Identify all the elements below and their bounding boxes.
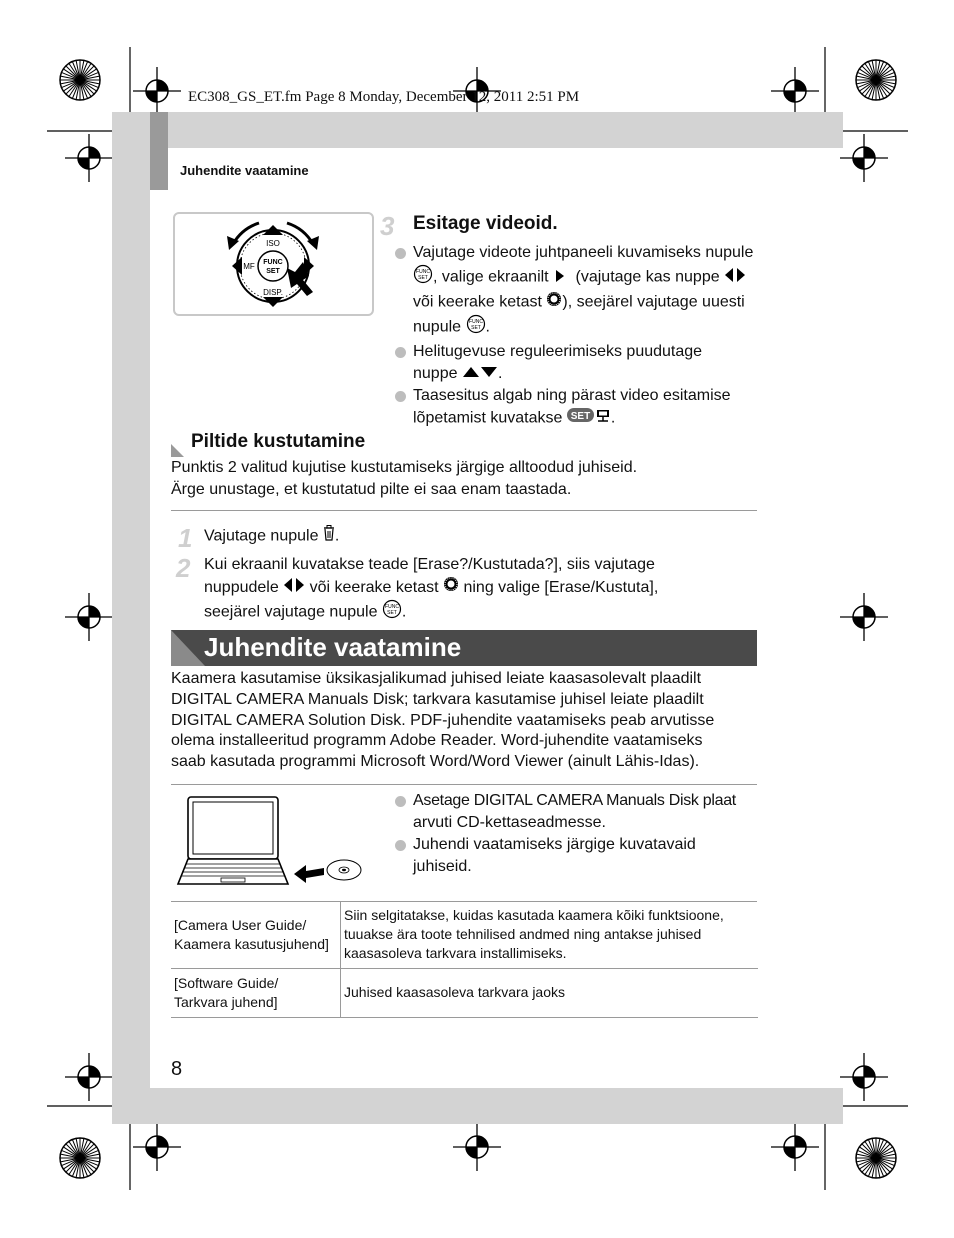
top-band bbox=[112, 112, 843, 148]
dial-label-top: ISO bbox=[266, 239, 280, 248]
section-banner bbox=[171, 630, 757, 666]
movie-play-icon bbox=[595, 407, 611, 430]
disc-bullet-2: Juhendi vaatamiseks järgige kuvatavaid juhiseid. bbox=[395, 834, 765, 878]
guide-description: Juhised kaasasoleva tarkvara jaoks bbox=[344, 984, 566, 1000]
set-badge-icon bbox=[567, 407, 595, 430]
guide-name: [Software Guide/ Tarkvara juhend] bbox=[171, 968, 341, 1017]
dial-center-bottom: SET bbox=[266, 268, 280, 275]
step-3-bullets bbox=[395, 242, 765, 430]
guide-name: [Camera User Guide/ Kaamera kasutusjuhend] bbox=[171, 902, 341, 968]
bottom-band bbox=[112, 1088, 843, 1124]
step-3-number: 3 bbox=[380, 211, 395, 241]
delete-step-2-number: 2 bbox=[176, 553, 191, 583]
delete-step-1-number: 1 bbox=[178, 523, 193, 553]
func-set-icon bbox=[382, 599, 402, 626]
divider bbox=[171, 510, 757, 511]
svg-text:FUNC: FUNC bbox=[416, 269, 430, 275]
side-tab bbox=[150, 112, 168, 190]
table-row bbox=[171, 968, 758, 1017]
insert-arrow-icon bbox=[294, 865, 324, 883]
control-dial-small-icon bbox=[443, 576, 459, 599]
left-right-arrows-icon bbox=[724, 267, 746, 289]
delete-step-1-text: Vajutage nupule . bbox=[204, 525, 339, 548]
page-number: 8 bbox=[171, 1058, 183, 1080]
dial-center-top: FUNC bbox=[263, 259, 283, 266]
disc-bullets bbox=[395, 790, 765, 878]
svg-text:SET: SET bbox=[387, 610, 397, 617]
guide-description: Siin selgitatakse, kuidas kasutada kaamera kõiki funktsioone, tuuakse ära toote tehnilised andmed ning antakse juhised kaasasoleva tarkvara installimiseks. bbox=[344, 907, 724, 962]
subheading-triangle-icon bbox=[171, 444, 185, 458]
svg-text:SET: SET bbox=[418, 275, 428, 281]
step-3-title: Esitage videoid. bbox=[413, 213, 558, 234]
up-down-arrows-icon bbox=[462, 363, 498, 385]
delete-step-2-text: Kui ekraanil kuvatakse teade [Erase?/Kustutada?], siis vajutage nuppudele või keerake ketast ning valige [Erase/Kustuta], seejärel vajutage nupule FUNC SET . bbox=[204, 553, 658, 626]
control-dial-icon bbox=[175, 214, 372, 314]
svg-text:SET: SET bbox=[570, 411, 591, 423]
file-header: EC308_GS_ET.fm Page 8 Monday, December 12, 2011 2:51 PM bbox=[188, 89, 580, 105]
dial-label-bottom: DISP. bbox=[263, 288, 283, 297]
cd-disc-icon bbox=[327, 860, 361, 880]
dial-label-left: MF bbox=[243, 262, 255, 271]
side-band bbox=[112, 112, 150, 1124]
func-set-icon bbox=[413, 264, 433, 291]
table-row bbox=[171, 902, 758, 968]
laptop-disc-illustration bbox=[176, 794, 366, 890]
svg-text:FUNC: FUNC bbox=[384, 604, 399, 611]
svg-text:SET: SET bbox=[470, 325, 481, 331]
step-3-bullet-2: Helitugevuse reguleerimiseks puudutage nuppe . bbox=[395, 341, 765, 385]
func-set-icon bbox=[466, 314, 486, 341]
running-head: Juhendite vaatamine bbox=[180, 163, 309, 178]
control-dial-small-icon bbox=[546, 291, 562, 314]
delete-intro: Punktis 2 valitud kujutise kustutamiseks järgige alltoodud juhiseid. Ärge unustage, et kustutatud pilte ei saa enam taastada. bbox=[171, 459, 638, 498]
step-3-bullet-3: Taasesitus algab ning pärast video esitamise lõpetamist kuvatakse SET . bbox=[395, 385, 765, 430]
divider bbox=[171, 784, 757, 785]
section-title: Juhendite vaatamine bbox=[204, 632, 462, 662]
delete-subheading: Piltide kustutamine bbox=[191, 431, 366, 452]
trash-icon bbox=[323, 525, 335, 548]
guides-table bbox=[171, 902, 758, 1018]
play-triangle-icon bbox=[555, 267, 565, 289]
disc-bullet-1: Asetage DIGITAL CAMERA Manuals Disk plaat arvuti CD-kettaseadmesse. bbox=[395, 790, 765, 834]
left-right-arrows-icon bbox=[283, 576, 305, 599]
control-dial-illustration bbox=[173, 212, 374, 316]
section-paragraph: Kaamera kasutamise üksikasjalikumad juhised leiate kaasasolevalt plaadilt DIGITAL CAMERA Manuals Disk; tarkvara kasutamise juhisel leiate plaadilt DIGITAL CAMERA Solution Disk. PDF-juhendite vaatamiseks peab arvutisse olema installeeritud programm Adobe Reader. Word-juhendite vaatamiseks saab kasutada programmi Microsoft Word/Word Viewer (ainult Lähis-Idas). bbox=[171, 670, 715, 771]
svg-text:FUNC: FUNC bbox=[468, 319, 483, 325]
step-3-bullet-1: Vajutage videote juhtpaneeli kuvamiseks nupule FUNC SET , valige ekraanilt (vajutage kas nuppe või keerake ketast ), seejärel vajutage uuesti nupule FUNC SET . bbox=[395, 242, 765, 341]
laptop-icon bbox=[178, 797, 288, 884]
